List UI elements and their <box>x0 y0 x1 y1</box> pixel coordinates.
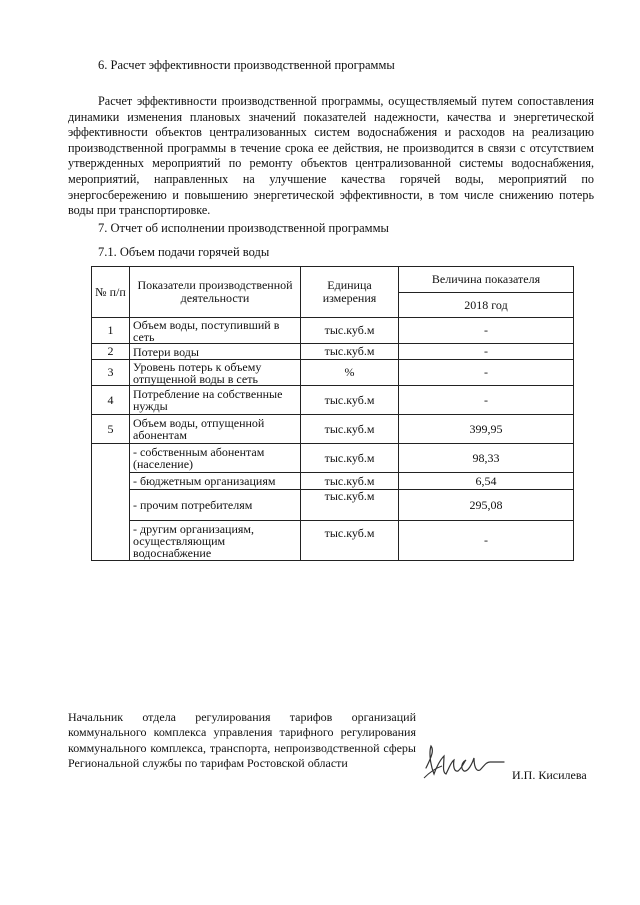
row-value: - <box>399 521 574 561</box>
row-num: 5 <box>92 415 130 444</box>
row-indicator: Уровень потерь к объему отпущенной воды в сеть <box>130 360 301 386</box>
row-indicator: Потребление на собственные нужды <box>130 386 301 415</box>
header-year: 2018 год <box>399 293 574 318</box>
row-indicator: - собственным абонентам (население) <box>130 444 301 473</box>
row-indicator: - другим организациям, осуществляющим водоснабжение <box>130 521 301 561</box>
header-value: Величина показателя <box>399 267 574 293</box>
row-indicator: Объем воды, отпущенной абонентам <box>130 415 301 444</box>
section-7-heading: 7. Отчет об исполнении производственной программы <box>98 221 389 235</box>
row-num: 2 <box>92 344 130 360</box>
row-indicator: Потери воды <box>130 344 301 360</box>
row-unit: тыс.куб.м <box>301 444 399 473</box>
signatory-name: И.П. Кисилева <box>512 768 587 782</box>
hot-water-supply-table <box>91 266 574 561</box>
header-indicator: Показатели производственной деятельности <box>130 267 301 318</box>
row-value: 6,54 <box>399 473 574 490</box>
row-unit: тыс.куб.м <box>301 415 399 444</box>
row-num: 4 <box>92 386 130 415</box>
row-unit: тыс.куб.м <box>301 386 399 415</box>
row-indicator: - прочим потребителям <box>130 490 301 521</box>
section-6-heading: 6. Расчет эффективности производственной программы <box>98 58 395 72</box>
row-value: 98,33 <box>399 444 574 473</box>
row-unit: тыс.куб.м <box>301 344 399 360</box>
row-indicator: Объем воды, поступивший в сеть <box>130 318 301 344</box>
row-indicator: - бюджетным организациям <box>130 473 301 490</box>
row-value: 399,95 <box>399 415 574 444</box>
row-unit: тыс.куб.м <box>301 521 399 561</box>
row-num: 3 <box>92 360 130 386</box>
row-value: - <box>399 318 574 344</box>
row-value: - <box>399 344 574 360</box>
signatory-position: Начальник отдела регулирования тарифов организаций коммунального комплекса управления тарифного регулирования коммунального комплекса, транспорта, непроизводственной сферы Региональной службы по тарифам Ростовской области <box>68 710 416 771</box>
section-6-paragraph: Расчет эффективности производственной программы, осуществляемый путем сопоставления динамики изменения плановых значений показателей надежности, качества и энергетической эффективности объектов централизованных систем водоснабжения и расходов на реализацию производственной программы в течение срока ее действия, не производится в связи с отсутствием утвержденных мероприятий по ремонту объектов централизованной системы водоснабжения, мероприятий, направленных на улучшение качества горячей воды, мероприятий по энергосбережению и повышению энергетической эффективности, в том числе снижению потерь воды при транспортировке. <box>68 94 594 218</box>
row-value: - <box>399 386 574 415</box>
row-unit: % <box>301 360 399 386</box>
header-unit: Единица измерения <box>301 267 399 318</box>
row-unit: тыс.куб.м <box>301 473 399 490</box>
row-unit: тыс.куб.м <box>301 318 399 344</box>
row-value: 295,08 <box>399 490 574 521</box>
section-7-1-heading: 7.1. Объем подачи горячей воды <box>98 245 270 259</box>
row-value: - <box>399 360 574 386</box>
row-unit: тыс.куб.м <box>301 490 399 521</box>
row-num-empty <box>92 444 130 561</box>
row-num: 1 <box>92 318 130 344</box>
handwritten-signature <box>420 738 510 793</box>
header-num: № п/п <box>92 267 130 318</box>
